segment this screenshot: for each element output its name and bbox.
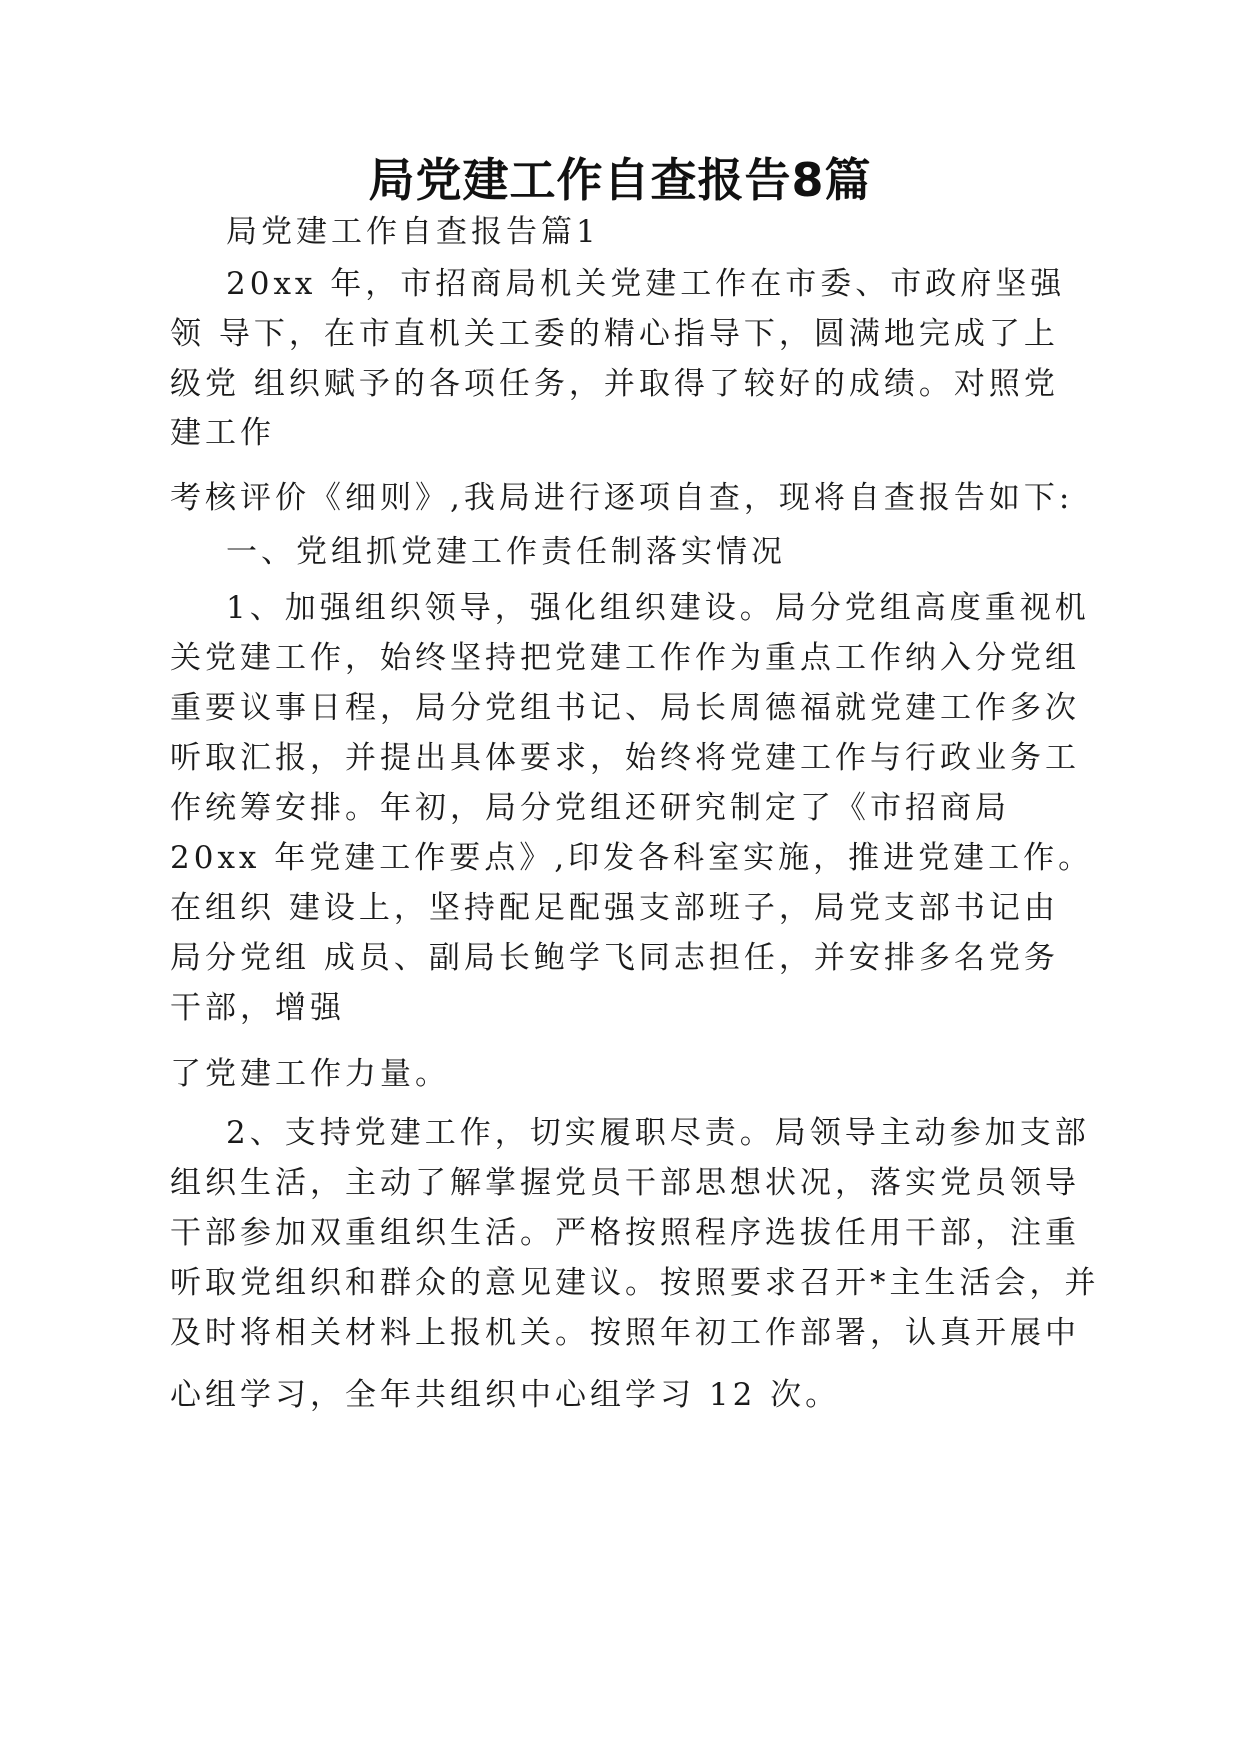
document-title: 局党建工作自查报告8篇 (368, 153, 872, 207)
text-line: 1、加强组织领导，强化组织建设。局分党组高度重视机 (226, 590, 1090, 626)
text-line: 了党建工作力量。 (170, 1056, 450, 1092)
text-line: 干部参加双重组织生活。严格按照程序选拔任用干部，注重 (170, 1215, 1080, 1251)
text-line: 局分党组 成员、副局长鲍学飞同志担任，并安排多名党务 (170, 940, 1059, 976)
text-line: 20xx 年，市招商局机关党建工作在市委、市政府坚强 (226, 266, 1066, 302)
text-line: 领 导下，在市直机关工委的精心指导下，圆满地完成了上 (170, 316, 1059, 352)
text-line: 干部，增强 (170, 990, 345, 1026)
text-line: 在组织 建设上，坚持配足配强支部班子，局党支部书记由 (170, 890, 1059, 926)
text-line: 考核评价《细则》,我局进行逐项自查，现将自查报告如下: (170, 480, 1074, 516)
text-line: 作统筹安排。年初，局分党组还研究制定了《市招商局 (170, 790, 1010, 826)
text-line: 级党 组织赋予的各项任务，并取得了较好的成绩。对照党 (170, 366, 1059, 402)
text-line: 建工作 (170, 415, 275, 451)
text-line: 及时将相关材料上报机关。按照年初工作部署，认真开展中 (170, 1315, 1080, 1351)
text-line: 心组学习，全年共组织中心组学习 12 次。 (170, 1377, 841, 1413)
text-line: 20xx 年党建工作要点》,印发各科室实施，推进党建工作。 (170, 840, 1094, 876)
text-line: 关党建工作，始终坚持把党建工作作为重点工作纳入分党组 (170, 640, 1080, 676)
text-line: 听取汇报，并提出具体要求，始终将党建工作与行政业务工 (170, 740, 1080, 776)
text-line: 重要议事日程，局分党组书记、局长周德福就党建工作多次 (170, 690, 1080, 726)
text-line: 组织生活，主动了解掌握党员干部思想状况，落实党员领导 (170, 1165, 1080, 1201)
section-heading: 一、党组抓党建工作责任制落实情况 (226, 534, 786, 570)
text-line: 2、支持党建工作，切实履职尽责。局领导主动参加支部 (226, 1115, 1090, 1151)
subtitle: 局党建工作自查报告篇1 (226, 214, 600, 250)
text-line: 听取党组织和群众的意见建议。按照要求召开*主生活会，并 (170, 1265, 1100, 1301)
